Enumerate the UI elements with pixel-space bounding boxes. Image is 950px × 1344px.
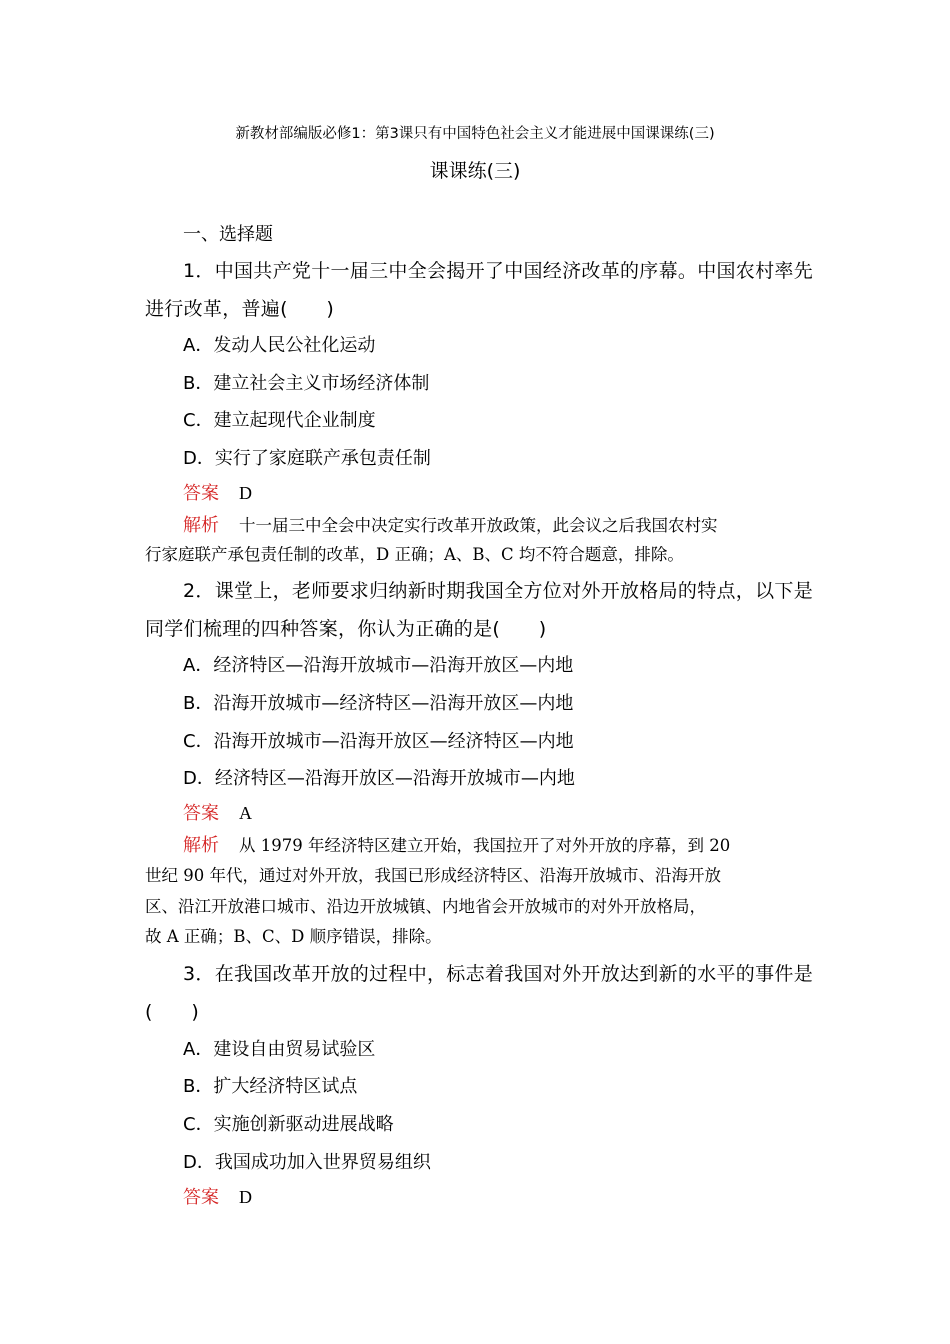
question-1-option-b: B．建立社会主义市场经济体制	[183, 373, 430, 394]
question-1-answer	[183, 479, 252, 505]
answer-label: 答案	[183, 803, 219, 824]
question-2-option-b: B．沿海开放城市—经济特区—沿海开放区—内地	[183, 693, 574, 714]
question-1-option-d: D．实行了家庭联产承包责任制	[183, 448, 431, 469]
document-title: 课课练(三)	[429, 160, 521, 182]
question-1-stem-line-2: 进行改革，普遍( )	[145, 298, 335, 320]
document-subtitle: 新教材部编版必修1：第3课只有中国特色社会主义才能进展中国课课练(三)	[235, 126, 715, 142]
question-2-answer	[183, 799, 252, 825]
answer-value: D	[239, 483, 252, 503]
question-3-option-b: B．扩大经济特区试点	[183, 1076, 358, 1097]
question-2-option-a: A．经济特区—沿海开放城市—沿海开放区—内地	[183, 655, 574, 676]
section-heading: 一、选择题	[183, 224, 273, 245]
question-1-option-c: C．建立起现代企业制度	[183, 410, 376, 431]
answer-label: 答案	[183, 1187, 219, 1208]
question-2-analysis-line-4: 故 A 正确；B、C、D 顺序错误，排除。	[145, 927, 442, 946]
question-2-analysis-line-2: 世纪 90 年代，通过对外开放，我国已形成经济特区、沿海开放城市、沿海开放	[145, 866, 721, 885]
question-2-option-c: C．沿海开放城市—沿海开放区—经济特区—内地	[183, 731, 574, 752]
analysis-label: 解析	[183, 515, 219, 536]
answer-value: D	[239, 1187, 252, 1207]
question-1-analysis-line-2: 行家庭联产承包责任制的改革，D 正确；A、B、C 均不符合题意，排除。	[145, 545, 684, 564]
question-1-stem-line-1: 1．中国共产党十一届三中全会揭开了中国经济改革的序幕。中国农村率先	[183, 260, 813, 282]
question-2-analysis-line-3: 区、沿江开放港口城市、沿边开放城镇、内地省会开放城市的对外开放格局，	[145, 897, 706, 916]
question-2-option-d: D．经济特区—沿海开放区—沿海开放城市—内地	[183, 768, 575, 789]
question-3-option-a: A．建设自由贸易试验区	[183, 1039, 376, 1060]
analysis-label: 解析	[183, 835, 219, 856]
question-3-option-d: D．我国成功加入世界贸易组织	[183, 1152, 431, 1173]
answer-value: A	[239, 803, 252, 823]
answer-label: 答案	[183, 483, 219, 504]
question-1-option-a: A．发动人民公社化运动	[183, 335, 376, 356]
question-3-stem-line-2: ( )	[145, 1001, 200, 1023]
question-3-answer	[183, 1183, 252, 1209]
question-2-analysis-line-1: 解析 从 1979 年经济特区建立开始，我国拉开了对外开放的序幕，到 20	[183, 835, 731, 856]
question-3-option-c: C．实施创新驱动进展战略	[183, 1114, 394, 1135]
question-2-stem-line-2: 同学们梳理的四种答案，你认为正确的是( )	[145, 618, 547, 640]
question-1-analysis-line-1: 解析 十一届三中全会中决定实行改革开放政策，此会议之后我国农村实	[183, 515, 718, 536]
question-2-stem-line-1: 2．课堂上，老师要求归纳新时期我国全方位对外开放格局的特点，以下是	[183, 580, 813, 602]
question-3-stem-line-1: 3．在我国改革开放的过程中，标志着我国对外开放达到新的水平的事件是	[183, 963, 813, 985]
